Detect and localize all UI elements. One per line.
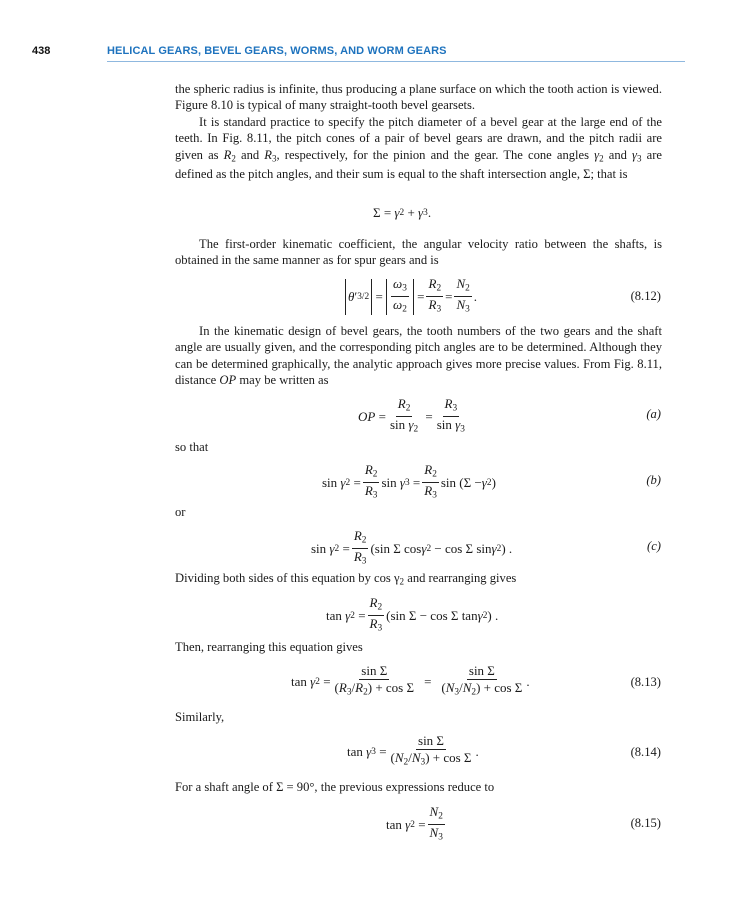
equation-number-8-12: (8.12): [630, 289, 661, 303]
paragraph-shaft-angle: For a shaft angle of Σ = 90°, the previous expressions reduce to: [175, 780, 495, 794]
equation-number-c: (c): [647, 539, 661, 553]
equation-tan-gamma2-first: tan γ 2 = $R_2$ $R_3$ (sin Σ − cos Σ tan γ 2 ) .: [326, 595, 499, 634]
equation-number-b: (b): [646, 473, 661, 487]
equation-8-13: tan γ 2 = sin Σ $(R_3/R_2) + \cos \Sigma$ = sin Σ $(N_3/N_2) + \cos \Sigma$ .: [291, 663, 530, 698]
label-so-that: so that: [175, 440, 209, 454]
equation-8-12: θ ′ 3/2 = $\omega_3$ $\omega_2$ = $R_2$ $R_3$ = $N_2$ $N_3$ .: [345, 277, 477, 317]
equation-8-15: tan γ 2 = $N_2$ $N_3$: [386, 804, 443, 843]
equation-number-8-13: (8.13): [630, 675, 661, 689]
label-or: or: [175, 505, 186, 519]
paragraph-2: It is standard practice to specify the pitch diameter of a bevel gear at the large end of the teeth. In Fig. 8.11, the pitch cones of a pair of bevel gears are drawn, and the pitch radii are given as $R_2$ and $R_3$, respectively, for the pinion and the gear. The cone angles $\gamma_2$ and $\gamma_3$ are defined as the pitch angles, and their sum is equal to the shaft intersection angle, Σ; that is: [175, 115, 662, 182]
equation-number-a: (a): [646, 407, 661, 421]
equation-a: OP = $R_2$ $\sin \gamma_2$ = $R_3$ $\sin \gamma_3$: [358, 396, 465, 435]
equation-b: sin γ 2 = $R_2$ $R_3$ sin γ 3 = $R_2$ $R_3$ sin (Σ − γ 2 ): [322, 462, 496, 501]
paragraph-3: The first-order kinematic coefficient, the angular velocity ratio between the shafts, is obtained in the same manner as for spur gears and is: [175, 237, 662, 268]
equation-number-8-15: (8.15): [630, 816, 661, 830]
equation-c: sin γ 2 = $R_2$ $R_3$ (sin Σ cos γ 2 − cos Σ sin γ 2 ) .: [311, 528, 513, 567]
equation-sigma: Σ = γ 2 + γ 3 .: [373, 205, 432, 220]
equation-number-8-14: (8.14): [630, 745, 661, 759]
paragraph-4: In the kinematic design of bevel gears, the tooth numbers of the two gears and the shaft angle are usually given, and the corresponding pitch angles are to be determined. Although they can be determined graphically, the analytic approach gives more precise values. From Fig. 8.11, distance OP may be written as: [175, 324, 662, 388]
page-number: 438: [32, 45, 51, 57]
running-title: HELICAL GEARS, BEVEL GEARS, WORMS, AND WORM GEARS: [107, 45, 447, 57]
paragraph-then: Then, rearranging this equation gives: [175, 640, 363, 654]
header-rule: [107, 61, 685, 62]
page-header: [0, 45, 737, 65]
paragraph-similarly: Similarly,: [175, 710, 225, 724]
equation-8-14: tan γ 3 = sin Σ $(N_2/N_3) + \cos \Sigma$ .: [347, 733, 479, 768]
paragraph-1: the spheric radius is infinite, thus producing a plane surface on which the tooth action is viewed. Figure 8.10 is typical of many straight-tooth bevel gearsets.: [175, 82, 662, 113]
paragraph-dividing: Dividing both sides of this equation by $\cos \gamma_2$ and rearranging gives: [175, 571, 517, 587]
